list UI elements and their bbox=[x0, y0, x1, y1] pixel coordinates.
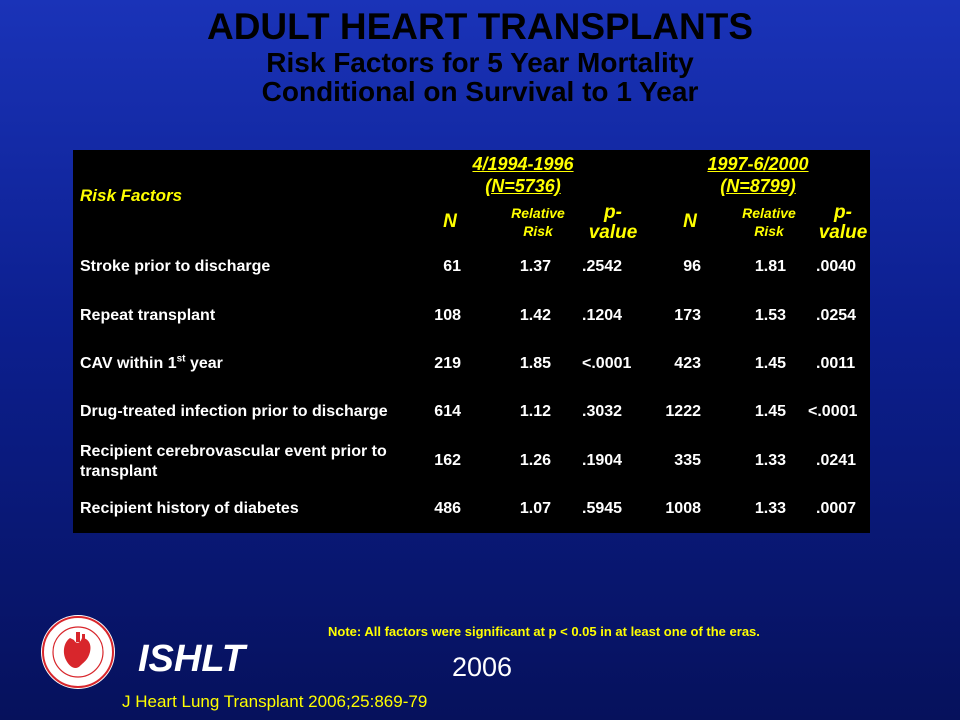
era1-rr-value: 1.12 bbox=[519, 403, 551, 420]
report-year: 2006 bbox=[452, 652, 513, 682]
era1-p-value: .1204 bbox=[582, 307, 623, 324]
citation: J Heart Lung Transplant 2006;25:869-79 bbox=[122, 692, 428, 711]
risk-factor-name: Stroke prior to discharge bbox=[80, 258, 271, 275]
era2-n-header: N bbox=[683, 211, 697, 232]
risk-factor-name: Recipient history of diabetes bbox=[80, 500, 299, 517]
ishlt-seal-icon bbox=[40, 614, 116, 690]
era2-n-value: 423 bbox=[674, 355, 701, 372]
era1-p-line2: value bbox=[588, 222, 638, 243]
era1-p-value: .1904 bbox=[582, 452, 623, 469]
era1-p-value: .5945 bbox=[582, 500, 623, 517]
era2-rr-value: 1.81 bbox=[754, 258, 786, 275]
ishlt-logo bbox=[40, 614, 116, 690]
era2-n-value: 1222 bbox=[665, 403, 701, 420]
title-block bbox=[0, 6, 960, 106]
factor-text-after: year bbox=[185, 355, 223, 372]
factor-line1: Recipient cerebrovascular event prior to bbox=[80, 443, 387, 460]
era1-rr-value: 1.42 bbox=[519, 307, 551, 324]
era2-p-line1: p- bbox=[834, 202, 852, 223]
era2-p-line2: value bbox=[818, 222, 868, 243]
era2-n-value: 1008 bbox=[665, 500, 701, 517]
era1-p-header bbox=[578, 203, 648, 243]
era2-rr-header bbox=[729, 204, 809, 240]
era2-rr-value: 1.53 bbox=[754, 307, 786, 324]
era2-n-value: 96 bbox=[683, 258, 701, 275]
organization-name: ISHLT bbox=[138, 638, 245, 680]
era2-n-value: 173 bbox=[674, 307, 701, 324]
era1-rr-value: 1.26 bbox=[519, 452, 551, 469]
era2-p-value: .0254 bbox=[816, 307, 857, 324]
risk-factor-name bbox=[80, 442, 387, 482]
era2-n-value: 335 bbox=[674, 452, 701, 469]
era1-rr-value: 1.37 bbox=[519, 258, 551, 275]
era1-n-value: 219 bbox=[434, 355, 461, 372]
era1-rr-line2: Risk bbox=[523, 223, 553, 239]
era1-rr-line1: Relative bbox=[511, 205, 565, 221]
era1-n-value: 108 bbox=[434, 307, 461, 324]
era2-rr-value: 1.45 bbox=[754, 355, 786, 372]
factor-superscript: st bbox=[176, 353, 186, 365]
era1-rr-value: 1.85 bbox=[519, 355, 551, 372]
era2-p-value: .0241 bbox=[816, 452, 857, 469]
era2-count: (N=8799) bbox=[720, 176, 796, 196]
era1-n-header: N bbox=[443, 211, 457, 232]
era1-period: 4/1994-1996 bbox=[472, 154, 574, 174]
era2-p-value: .0011 bbox=[816, 355, 856, 372]
page-title: ADULT HEART TRANSPLANTS bbox=[206, 6, 754, 47]
era2-rr-line1: Relative bbox=[742, 205, 796, 221]
era2-rr-line2: Risk bbox=[754, 223, 784, 239]
era2-header bbox=[658, 153, 858, 197]
era1-n-value: 486 bbox=[434, 500, 461, 517]
era1-n-value: 162 bbox=[434, 452, 461, 469]
era1-p-value: .3032 bbox=[582, 403, 623, 420]
era2-p-value: <.0001 bbox=[808, 403, 858, 420]
page-subtitle-line2: Conditional on Survival to 1 Year bbox=[261, 76, 699, 107]
era1-header bbox=[423, 153, 623, 197]
factor-text-before: CAV within 1 bbox=[80, 355, 177, 372]
risk-factors-table bbox=[73, 150, 870, 533]
era1-n-value: 614 bbox=[434, 403, 461, 420]
era2-rr-value: 1.33 bbox=[754, 452, 786, 469]
footnote: Note: All factors were significant at p < 0.05 in at least one of the eras. bbox=[328, 624, 760, 639]
era1-n-value: 61 bbox=[443, 258, 461, 275]
page-subtitle-line1: Risk Factors for 5 Year Mortality bbox=[266, 47, 694, 78]
era1-p-value: .2542 bbox=[582, 258, 623, 275]
era2-rr-value: 1.33 bbox=[754, 500, 786, 517]
era1-p-line1: p- bbox=[604, 202, 622, 223]
risk-factor-name bbox=[80, 355, 223, 373]
era2-p-value: .0007 bbox=[816, 500, 857, 517]
era2-period: 1997-6/2000 bbox=[707, 154, 809, 174]
era2-rr-value: 1.45 bbox=[754, 403, 786, 420]
risk-factor-name: Drug-treated infection prior to discharge bbox=[80, 403, 388, 420]
risk-factor-name: Repeat transplant bbox=[80, 307, 216, 324]
era2-p-value: .0040 bbox=[816, 258, 857, 275]
era2-p-header bbox=[808, 203, 878, 243]
risk-factors-header: Risk Factors bbox=[80, 186, 183, 205]
era1-rr-value: 1.07 bbox=[519, 500, 551, 517]
era1-rr-header bbox=[498, 204, 578, 240]
factor-line2: transplant bbox=[80, 463, 158, 480]
era1-count: (N=5736) bbox=[485, 176, 561, 196]
era1-p-value: <.0001 bbox=[582, 355, 632, 372]
